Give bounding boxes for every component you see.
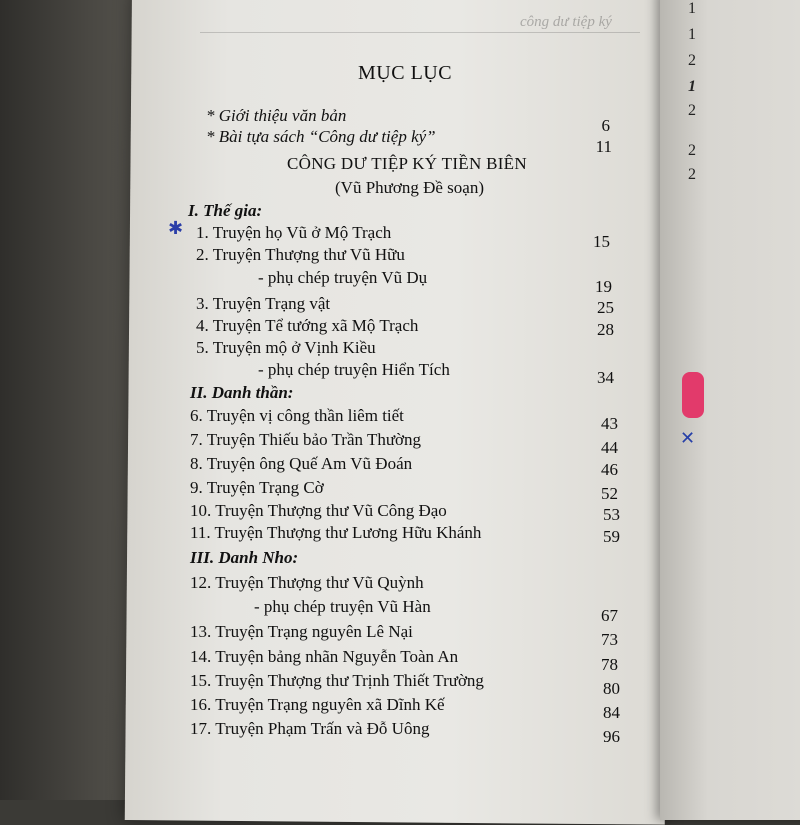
intro-page-number: 11 bbox=[595, 137, 612, 156]
facing-page-fragment: 2 bbox=[688, 166, 696, 183]
toc-entry: 1. Truyện họ Vũ ở Mộ Trạch bbox=[196, 223, 392, 242]
toc-entry: 17. Truyện Phạm Trấn và Đỗ Uông bbox=[190, 719, 430, 738]
toc-page-number: 43 bbox=[601, 414, 618, 433]
pen-star-mark: ✱ bbox=[168, 218, 184, 239]
toc-entry: 15. Truyện Thượng thư Trịnh Thiết Trường bbox=[190, 671, 484, 690]
toc-entry: 16. Truyện Trạng nguyên xã Dĩnh Kế bbox=[190, 695, 445, 714]
toc-entry: 3. Truyện Trạng vật bbox=[196, 294, 331, 313]
running-header: công dư tiệp ký bbox=[520, 14, 612, 30]
intro-page-number: 6 bbox=[601, 116, 610, 135]
category-heading: I. Thế gia: bbox=[188, 201, 263, 220]
toc-entry: 11. Truyện Thượng thư Lương Hữu Khánh bbox=[190, 523, 482, 542]
highlighter-mark bbox=[682, 372, 704, 418]
toc-entry: 7. Truyện Thiếu bảo Trần Thường bbox=[190, 430, 422, 449]
toc-entry: 4. Truyện Tể tướng xã Mộ Trạch bbox=[196, 316, 419, 335]
toc-page-number: 44 bbox=[601, 438, 618, 457]
toc-entry: 2. Truyện Thượng thư Vũ Hữu bbox=[196, 245, 405, 264]
facing-page-fragment: 1 bbox=[688, 78, 696, 95]
facing-page-fragment: 2 bbox=[688, 52, 696, 69]
toc-page-number: 78 bbox=[601, 655, 618, 674]
toc-page-number: 52 bbox=[601, 484, 618, 503]
facing-page-fragment: 2 bbox=[688, 102, 696, 119]
facing-page-fragment: 1 bbox=[688, 26, 696, 43]
toc-entry: 14. Truyện bảng nhãn Nguyễn Toàn An bbox=[190, 647, 459, 666]
section-title: CÔNG DƯ TIỆP KÝ TIỀN BIÊN bbox=[287, 154, 527, 173]
toc-entry: 13. Truyện Trạng nguyên Lê Nại bbox=[190, 622, 413, 641]
toc-page-number: 80 bbox=[603, 679, 620, 698]
toc-page-number: 34 bbox=[597, 368, 614, 387]
toc-page-number: 25 bbox=[597, 298, 614, 317]
intro-item: * Giới thiệu văn bản bbox=[206, 106, 347, 125]
toc-entry: 6. Truyện vị công thần liêm tiết bbox=[190, 406, 404, 425]
category-heading: II. Danh thần: bbox=[190, 383, 294, 402]
toc-page-number: 67 bbox=[601, 606, 618, 625]
toc-entry: 8. Truyện ông Quế Am Vũ Đoán bbox=[190, 454, 413, 473]
toc-entry: - phụ chép truyện Vũ Hàn bbox=[254, 597, 431, 616]
intro-item: * Bài tựa sách “Công dư tiệp ký” bbox=[206, 127, 436, 146]
section-subtitle: (Vũ Phương Đề soạn) bbox=[335, 178, 484, 197]
toc-entry: - phụ chép truyện Hiển Tích bbox=[258, 360, 450, 379]
toc-entry: 5. Truyện mộ ở Vịnh Kiều bbox=[196, 338, 376, 357]
toc-page-number: 46 bbox=[601, 460, 618, 479]
header-rule bbox=[200, 32, 640, 33]
toc-entry: - phụ chép truyện Vũ Dụ bbox=[258, 268, 428, 287]
page-title: MỤC LỤC bbox=[358, 62, 453, 84]
toc-page-number: 19 bbox=[595, 277, 612, 296]
toc-entry: 10. Truyện Thượng thư Vũ Công Đạo bbox=[190, 501, 447, 520]
category-heading: III. Danh Nho: bbox=[190, 548, 299, 567]
pen-cross-mark: ✕ bbox=[680, 428, 696, 449]
toc-page-number: 73 bbox=[601, 630, 618, 649]
toc-page-number: 15 bbox=[593, 232, 610, 251]
facing-page bbox=[660, 0, 800, 820]
toc-entry: 9. Truyện Trạng Cờ bbox=[190, 478, 324, 497]
toc-entry: 12. Truyện Thượng thư Vũ Quỳnh bbox=[190, 573, 424, 592]
facing-page-fragment: 1 bbox=[688, 0, 696, 17]
toc-page-number: 96 bbox=[603, 727, 620, 746]
toc-page-number: 28 bbox=[597, 320, 614, 339]
facing-page-fragment: 2 bbox=[688, 142, 696, 159]
toc-page-number: 84 bbox=[603, 703, 620, 722]
toc-page-number: 53 bbox=[603, 505, 620, 524]
toc-page-number: 59 bbox=[603, 527, 620, 546]
